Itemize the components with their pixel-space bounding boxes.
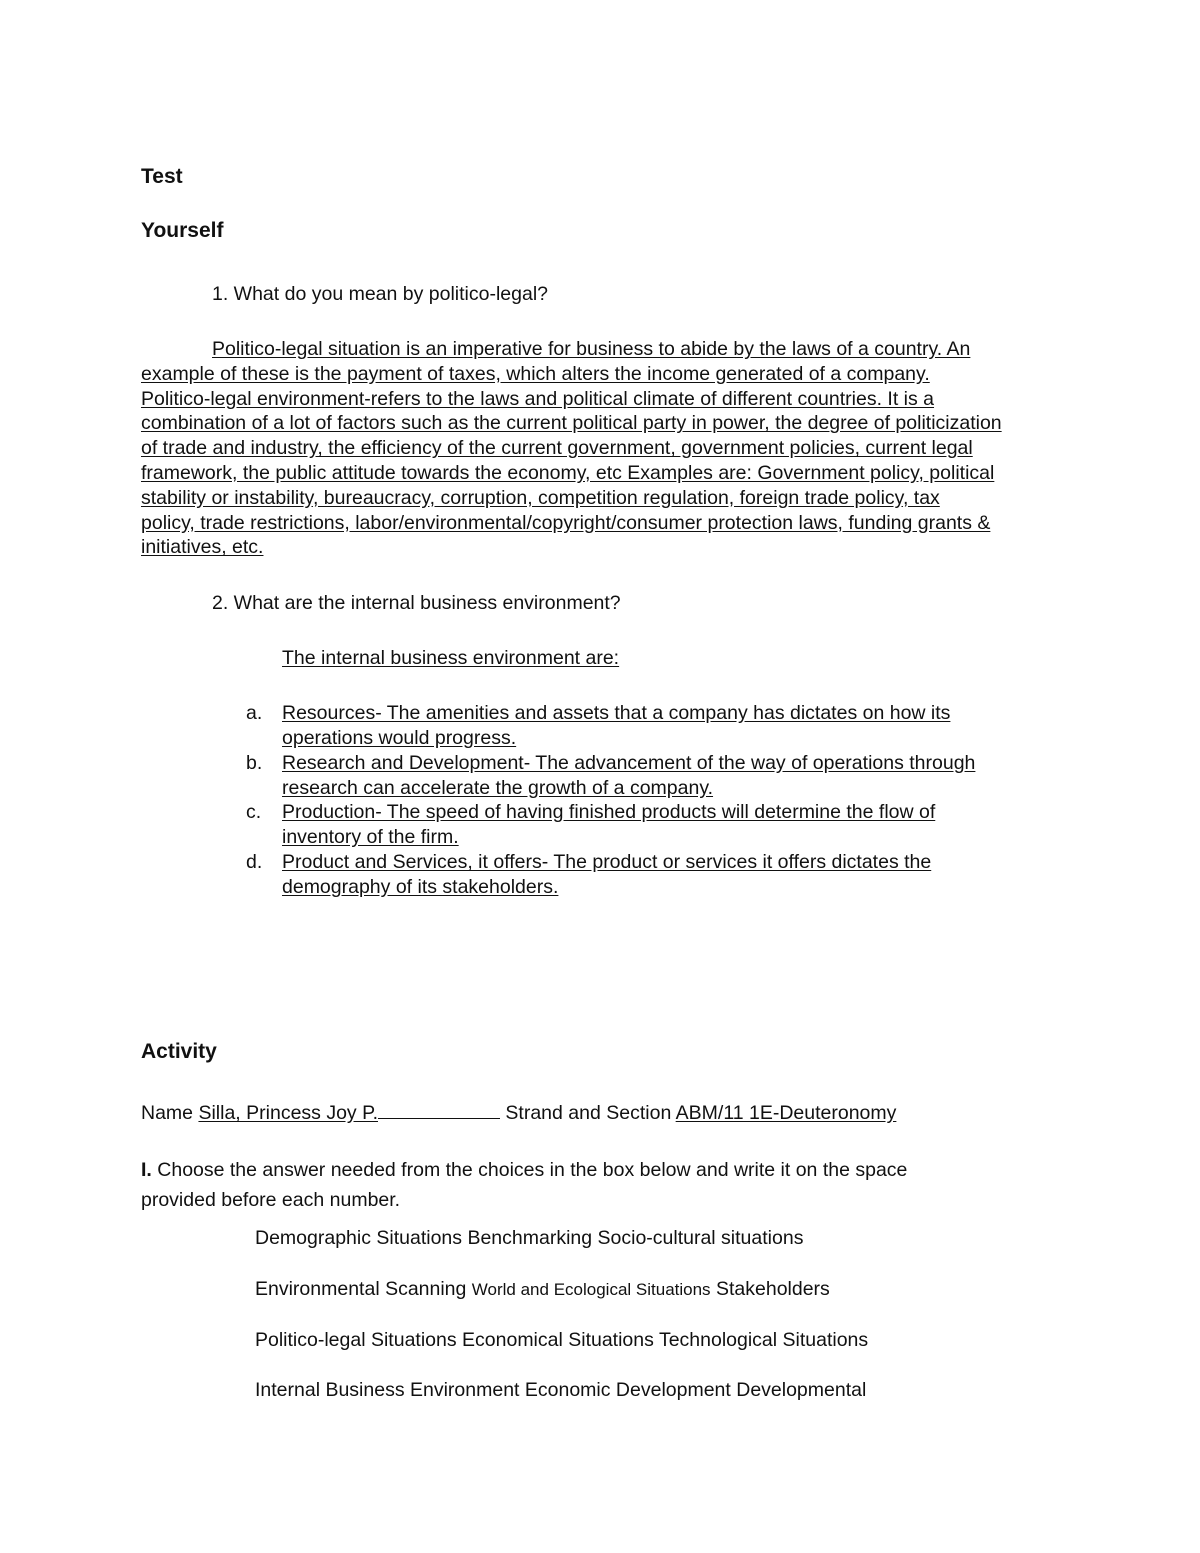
list-item-line: Product and Services, it offers- The product or services it offers dictates the — [282, 851, 932, 873]
list-item-line: Research and Development- The advancement of the way of operations through — [282, 752, 976, 774]
instruction-number: I. — [141, 1159, 152, 1181]
question-2: 2. What are the internal business environment? — [212, 592, 621, 614]
answer-1-line: initiatives, etc. — [141, 536, 264, 559]
yourself-heading: Yourself — [141, 219, 224, 242]
choice-text: Environmental Scanning — [255, 1278, 472, 1300]
choices-row-2 — [255, 1277, 830, 1303]
instruction-text: Choose the answer needed from the choices in the box below and write it on the space — [151, 1159, 908, 1181]
list-item-line: demography of its stakeholders. — [282, 875, 559, 898]
question-1: 1. What do you mean by politico-legal? — [212, 283, 549, 305]
list-item-line: Resources- The amenities and assets that a company has dictates on how its — [282, 702, 951, 724]
strand-value: ABM/11 1E-Deuteronomy — [675, 1102, 897, 1124]
answer-2-intro: The internal business environment are: — [282, 647, 620, 669]
test-heading: Test — [141, 165, 183, 188]
list-marker: b. — [246, 752, 263, 774]
list-item-line: inventory of the firm. — [282, 825, 459, 848]
answer-1-line: Politico-legal environment-refers to the laws and political climate of different countries. It is a — [141, 387, 935, 410]
answer-1-line: policy, trade restrictions, labor/environmental/copyright/consumer protection laws, funding grants & — [141, 511, 991, 534]
choices-row-3: Politico-legal Situations Economical Situations Technological Situations — [255, 1329, 869, 1351]
list-marker: a. — [246, 702, 263, 724]
list-item-line: operations would progress. — [282, 726, 517, 749]
answer-1-paragraph — [141, 337, 1101, 560]
name-label: Name — [141, 1102, 194, 1124]
list-item-line: research can accelerate the growth of a company. — [282, 776, 714, 799]
answer-1-line: stability or instability, bureaucracy, corruption, competition regulation, foreign trade policy, tax — [141, 486, 940, 509]
answer-1-line: example of these is the payment of taxes, which alters the income generated of a company. — [141, 362, 930, 385]
name-blank-line — [378, 1100, 500, 1119]
list-item-line: Production- The speed of having finished products will determine the flow of — [282, 801, 936, 823]
answer-1-line: framework, the public attitude towards the economy, etc Examples are: Government policy, political — [141, 461, 995, 484]
instruction-line-1 — [141, 1158, 907, 1183]
strand-label: Strand and Section — [505, 1102, 672, 1124]
choice-text: World and Ecological Situations — [471, 1280, 711, 1299]
choices-row-4: Internal Business Environment Economic Development Developmental — [255, 1379, 867, 1401]
instruction-line-2: provided before each number. — [141, 1189, 401, 1211]
answer-1-line: combination of a lot of factors such as the current political party in power, the degree of politicization — [141, 412, 1002, 435]
name-value: Silla, Princess Joy P. — [198, 1102, 378, 1124]
list-marker: c. — [246, 801, 262, 823]
choices-row-1: Demographic Situations Benchmarking Socio-cultural situations — [255, 1227, 804, 1249]
answer-1-line: of trade and industry, the efficiency of the current government, government policies, current legal — [141, 437, 973, 460]
choice-text: Stakeholders — [710, 1278, 830, 1300]
activity-heading: Activity — [141, 1040, 217, 1063]
answer-1-line: Politico-legal situation is an imperative for business to abide by the laws of a country. An — [212, 338, 971, 360]
name-strand-line — [141, 1100, 896, 1126]
list-marker: d. — [246, 851, 263, 873]
